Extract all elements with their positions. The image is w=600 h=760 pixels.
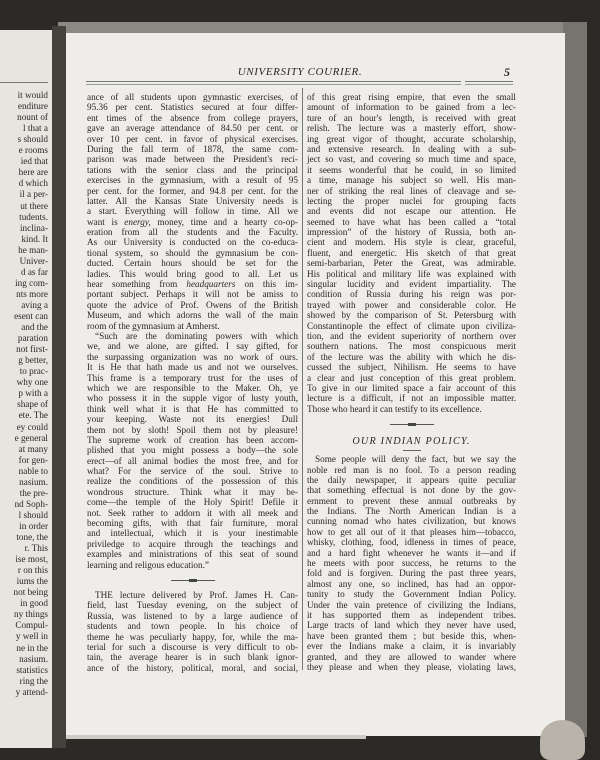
- text-line: the daily newspaper, it appears quite peculiar: [307, 474, 516, 485]
- text-line: To give in our limited space a fair account of this: [307, 382, 516, 393]
- fragment-line: statistics: [16, 664, 48, 675]
- text-line: it has supported them as independent tribes.: [307, 609, 516, 620]
- text-line: semi-barbarian, Peter the Great, was admirable.: [307, 258, 516, 269]
- article-heading: OUR INDIAN POLICY.: [352, 436, 471, 448]
- fragment-line: nable to: [18, 465, 48, 476]
- fragment-line: ise most,: [15, 554, 48, 565]
- previous-page-fragment: [0, 30, 52, 748]
- text-line: field, last Tuesday evening, on the subject of: [87, 600, 298, 611]
- book-gutter: [52, 26, 66, 748]
- text-line: how to get all out of it that pleases him—tobacco,: [307, 526, 516, 537]
- text-line: of this great rising empire, that even the small: [307, 92, 516, 102]
- fragment-line: l should: [18, 509, 48, 520]
- fragment-line: y attend-: [15, 686, 48, 697]
- text-line: relish. The lecture was a masterly effort, show-: [307, 123, 516, 134]
- text-line: that something effectual is not done by the gov-: [307, 485, 516, 496]
- text-line: fluent, and energetic. His sketch of that great: [307, 247, 516, 258]
- header-rule: [86, 81, 461, 85]
- italic-text: energy,: [124, 216, 151, 227]
- fragment-line: nasium.: [19, 476, 48, 487]
- text-line: “Such are the dominating powers with which: [95, 330, 298, 341]
- paragraph: [307, 92, 516, 414]
- fragment-line: ete. The: [18, 410, 48, 421]
- text-line: ject so vast, and covering so much time and space,: [307, 154, 516, 165]
- text-line: exercises in the gymnasium, with a result of 95: [87, 175, 298, 186]
- fragment-line: enditure: [17, 101, 48, 112]
- text-line: learning and religous education.”: [87, 559, 209, 570]
- text-line: His political and military life was explained with: [307, 268, 516, 279]
- text-line: Museum, and which adorns the wall of the main: [87, 310, 298, 321]
- paragraph: [87, 92, 298, 331]
- fragment-line: not first-: [16, 344, 48, 355]
- text-line: what? For the service of the soul. Strive to: [87, 466, 298, 477]
- text-line: and a hard fight whenever he wants it—and if: [307, 547, 516, 558]
- text-line: showed by the comparison of St. Petersburg with: [307, 310, 516, 321]
- fragment-line: esent can: [14, 311, 48, 321]
- fragment-line: e rooms: [18, 145, 48, 156]
- fragment-line: ied that: [20, 156, 48, 167]
- fragment-line: Compul-: [15, 620, 48, 631]
- text-line: a time, manage his subject so well. His man-: [307, 175, 516, 186]
- fragment-line: in order: [19, 520, 48, 531]
- fragment-line: tone, the: [16, 532, 48, 542]
- fragment-line: d as far: [20, 266, 48, 277]
- text-line: This frame is a temporary trust for the uses of: [87, 372, 298, 383]
- text-segment: hear something from: [87, 279, 187, 290]
- text-line: trayed with power and considerable color. He: [307, 299, 516, 310]
- fragment-line: in good: [20, 598, 48, 609]
- text-line: wondrous structure. Think what it may be-: [87, 486, 298, 497]
- text-line: cunning nomad who hates civilization, but knows: [307, 516, 516, 527]
- fragment-line: e general: [14, 432, 48, 443]
- text-line: tain, the average hearer is in such blank ignor-: [87, 652, 298, 663]
- text-line: not. Seek rather to addorn it with all meek and: [87, 507, 298, 518]
- fragment-line: tudents.: [19, 211, 48, 222]
- text-line: students and town people. In his choice of: [87, 621, 298, 632]
- text-line: over 10 per cent. in favor of physical exercises.: [87, 133, 298, 144]
- fragment-line: why one: [16, 377, 48, 388]
- fragment-line: l that a: [22, 123, 48, 134]
- fragment-line: ey could: [16, 421, 48, 432]
- fragment-line: shape of: [17, 399, 48, 410]
- italic-text: headquarters: [186, 279, 236, 290]
- text-line: whisky, clothing, food, idleness in times of peace,: [307, 537, 516, 548]
- fragment-line: Univer-: [19, 255, 48, 266]
- text-line: [87, 217, 298, 227]
- fragment-line: kind. It: [21, 233, 48, 244]
- text-line: ance of all students upon gymnastic exercises, of: [87, 92, 298, 102]
- fragment-line: here are: [18, 167, 48, 178]
- text-line: come—the temple of the Holy Spirit! Defile it: [87, 497, 298, 508]
- text-line: During the fall term of 1878, the same com-: [87, 143, 298, 154]
- fragment-line: ne in the: [16, 642, 48, 653]
- text-line: ladies. This would bring good to all. Let us: [87, 268, 298, 279]
- text-line: ducted. Certain hours should be set for the: [87, 258, 298, 269]
- text-line: tional system, so should the gymnasium be con-: [87, 247, 298, 258]
- text-line: cient and modern. His style is clear, graceful,: [307, 237, 516, 248]
- text-line: southern nations. The most conspicuous merit: [307, 341, 516, 352]
- text-line: the Indians. The North American Indian is a: [307, 506, 516, 517]
- text-line: ent times of the absence from college prayers,: [87, 112, 298, 123]
- fragment-line: nount of: [17, 112, 48, 123]
- text-line: per cent. for the former, and 94.8 per cent. for the: [87, 185, 298, 196]
- text-line: As our University is conducted on the co-educa-: [87, 237, 298, 248]
- fragment-line: y well in: [15, 631, 48, 642]
- previous-page-rule: [0, 82, 48, 83]
- fragment-line: ut there: [20, 200, 48, 211]
- text-line: becoming gifts, with that fair furniture, moral: [87, 518, 298, 529]
- text-segment: want is: [87, 216, 125, 227]
- text-line: almost any one, so inclined, has had an oppor-: [307, 578, 516, 589]
- text-line: ever the Indians make a claim, it is invariably: [307, 641, 516, 652]
- text-line: The supreme work of creation has been accom-: [87, 434, 298, 445]
- page-number: 5: [504, 65, 510, 79]
- text-line: gave an average attendance of 84.50 per cent. or: [87, 123, 298, 134]
- text-line: Constantinople the effect of climate upon civiliza-: [307, 320, 516, 331]
- text-line: and events did not escape our attention. He: [307, 206, 516, 217]
- text-line: impression” of the history of Russia, both an-: [307, 227, 516, 238]
- fragment-line: the pre-: [19, 487, 48, 498]
- text-line: tations with the senior class and the principal: [87, 164, 298, 175]
- text-line: tunity to study the Government Indian Policy.: [307, 589, 516, 600]
- text-line: ture of an hour's length, is received with great: [307, 112, 516, 123]
- fragment-line: p with a: [18, 388, 48, 399]
- text-line: plished that you might possess a body—the sole: [87, 445, 298, 456]
- text-line: examples and ministrations of this seat of sound: [87, 549, 298, 560]
- fragment-line: r. This: [24, 543, 48, 554]
- text-segment: money, time and a hearty co-op-: [150, 216, 298, 227]
- fragment-line: s should: [17, 134, 48, 145]
- text-line: which we are responsible to the Maker. Oh, ye: [87, 382, 298, 393]
- text-line: cussed the subject, Nihilism. He seems to have: [307, 362, 516, 373]
- fragment-line: to prac-: [19, 366, 48, 377]
- text-line: latter. All the Kansas State University needs is: [87, 195, 298, 206]
- text-line: a start. Everything will follow in time. All we: [87, 206, 298, 217]
- text-line: [87, 279, 298, 289]
- fragment-line: aving a: [21, 299, 48, 310]
- section-separator-ornament: [307, 414, 516, 434]
- text-line: a clear and just conception of this great problem.: [307, 372, 516, 383]
- fragment-line: not being: [13, 587, 48, 598]
- text-line: Large tracts of land which they never have used,: [307, 620, 516, 631]
- fragment-line: he man-: [18, 244, 48, 255]
- text-line: noble red man is no fool. To a person reading: [307, 464, 516, 475]
- fragment-line: iums the: [16, 576, 48, 587]
- text-line: it seems wonderful that he could, in so limited: [307, 164, 516, 175]
- fragment-line: paration: [17, 333, 48, 344]
- text-line: priviledge to acquire through the teachings and: [87, 538, 298, 549]
- fragment-line: ring the: [19, 675, 48, 686]
- text-line: ance of the history, political, moral, and social,: [87, 662, 298, 673]
- heading-rule: [403, 450, 421, 451]
- text-line: theme he was peculiarly happy, for, while the ma-: [87, 631, 298, 642]
- text-line: It is He that hath made us and not we ourselves.: [87, 362, 298, 373]
- paragraph: [87, 590, 298, 673]
- text-line: ernment to prevent these annual outbreaks by: [307, 495, 516, 506]
- text-line: they please and when they please, violating laws,: [307, 661, 516, 672]
- paragraph: [307, 454, 516, 672]
- text-line: quote the advice of Prof. Owens of the British: [87, 299, 298, 310]
- text-line: parison was made between the President's reci-: [87, 154, 298, 165]
- text-line: of the lecture was the ability with which he dis-: [307, 351, 516, 362]
- text-line: he meets with poor success, he returns to the: [307, 558, 516, 569]
- fragment-line: g better,: [18, 355, 48, 366]
- fragment-line: nasium.: [19, 653, 48, 664]
- text-segment: on this im-: [235, 279, 298, 290]
- text-line: lecture is a difficult, if not an impossible matter.: [307, 393, 516, 404]
- text-line: and intellectual, which it is your inestimable: [87, 528, 298, 539]
- text-line: eration from all the students and the Faculty.: [87, 227, 298, 238]
- fragment-line: nd Soph-: [14, 498, 48, 509]
- text-line: erect—of all animal bodies the most free, and for: [87, 455, 298, 466]
- scanner-right-edge: [563, 22, 587, 737]
- text-line: granted, and they are allowed to wander where: [307, 651, 516, 662]
- section-separator-ornament: [87, 570, 298, 590]
- text-line: the surpassing organization was no work of ours.: [87, 351, 298, 362]
- header-rule: [465, 81, 513, 85]
- text-line: Under the vain pretence of civilizing the Indians,: [307, 599, 516, 610]
- text-line: terial for such a discourse is very difficult to ob-: [87, 641, 298, 652]
- text-line: have been granted them ; but beside this, when-: [307, 630, 516, 641]
- text-line: who possess it in the supple vigor of lusty youth,: [87, 393, 298, 404]
- text-line: fold and is forgiven. During the past three years,: [307, 568, 516, 579]
- text-line: your keeping. Waste not its energies! Dull: [87, 414, 298, 425]
- text-line: ner of striking the real lines of cleavage and se-: [307, 185, 516, 196]
- paragraph: [87, 331, 298, 570]
- right-column: [307, 92, 516, 672]
- text-line: think well what it is that He has committed to: [87, 403, 298, 414]
- thumb-holding-page: [540, 720, 585, 760]
- text-line: 95.36 per cent. Statistics secured at four differ-: [87, 102, 298, 113]
- left-column: [87, 92, 298, 673]
- running-head-title: UNIVERSITY COURIER.: [237, 66, 363, 78]
- text-line: Russia, was listened to by a large audience of: [87, 610, 298, 621]
- text-line: Those who heard it can testify to its excellence.: [307, 403, 482, 414]
- text-line: lecting the proper nuclei for grouping facts: [307, 195, 516, 206]
- text-line: tion, and the evident superiority of northern over: [307, 330, 516, 341]
- text-line: room of the gymnasium at Amherst.: [87, 320, 220, 331]
- fragment-line: for gen-: [18, 454, 48, 465]
- page-bottom-edge: [66, 735, 366, 739]
- fragment-line: d which: [18, 178, 48, 189]
- text-line: we, and we alone, are gifted. I say gifted, for: [87, 341, 298, 352]
- text-line: condition of Russia during his reign was por-: [307, 289, 516, 300]
- text-line: amount of information to be gained from a lec-: [307, 102, 516, 113]
- fragment-line: at many: [18, 443, 48, 454]
- fragment-line: r on this: [17, 565, 48, 576]
- fragment-line: nts more: [16, 288, 48, 299]
- fragment-line: it would: [17, 90, 48, 100]
- fragment-line: ny things: [14, 609, 48, 620]
- text-line: seemed to have what has been called a “total: [307, 216, 516, 227]
- fragment-line: and the: [21, 322, 48, 333]
- text-line: and extensive research. In dealing with a sub-: [307, 143, 516, 154]
- fragment-line: ing com-: [15, 277, 48, 288]
- text-line: THE lecture delivered by Prof. James H. Can-: [95, 589, 298, 600]
- text-line: them not by sloth! Spoil them not by pleasure!: [87, 424, 298, 435]
- text-line: portant subject. Perhaps it will not be amiss to: [87, 289, 298, 300]
- fragment-line: inclina-: [19, 222, 48, 233]
- fragment-line: il a per-: [19, 189, 48, 200]
- text-line: realize the conditions of the possession of this: [87, 476, 298, 487]
- column-divider: [302, 88, 303, 670]
- text-line: singular lucidity and evident impartiality. The: [307, 279, 516, 290]
- text-line: Some people will deny the fact, but we say the: [315, 454, 516, 465]
- text-line: ing great vigor of thought, accurate scholarship,: [307, 133, 516, 144]
